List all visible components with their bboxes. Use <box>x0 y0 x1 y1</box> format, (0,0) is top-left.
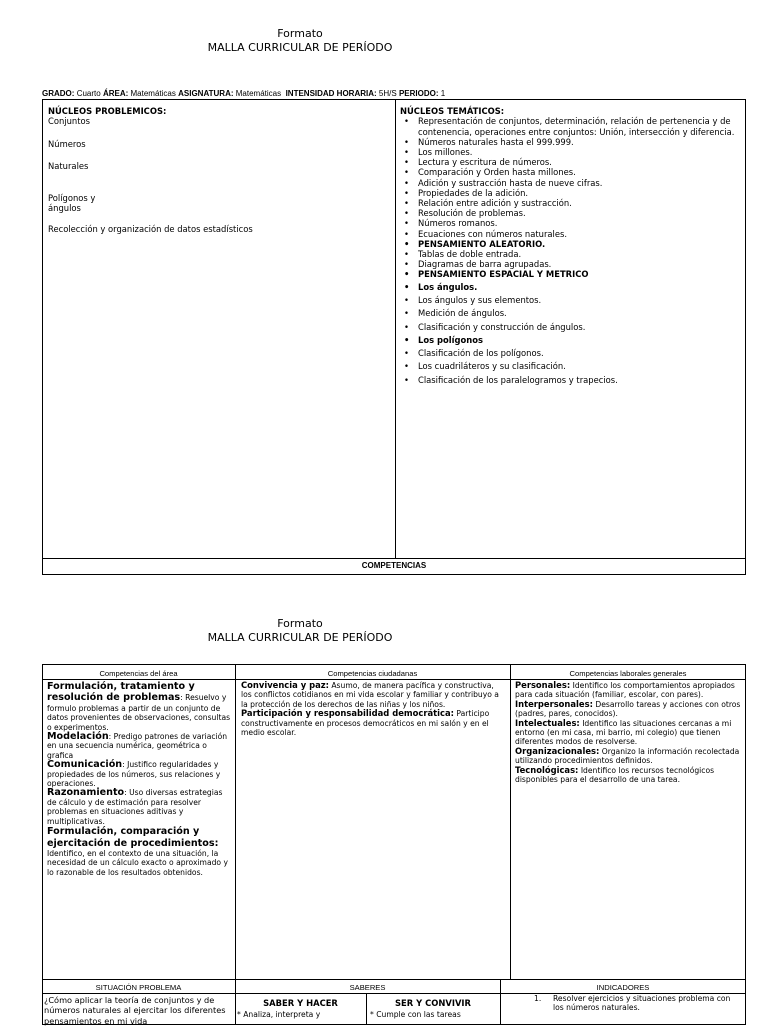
page-title-1: MALLA CURRICULAR DE PERÍODO <box>207 41 393 54</box>
indicador-number: 1. <box>534 994 542 1003</box>
area-heading: Formulación, tratamiento y resolución de problemas <box>47 681 195 704</box>
asignatura-label: ASIGNATURA: <box>178 89 234 98</box>
laborales-heading: Organizacionales: <box>515 745 600 756</box>
ciudadanas-heading: Convivencia y paz: <box>241 680 329 690</box>
tematico-item: • Propiedades de la adición. <box>400 188 742 198</box>
grado-value: Cuarto <box>76 89 101 98</box>
tematico-item: • Los cuadriláteros y su clasificación. <box>400 360 742 373</box>
column-divider <box>395 99 396 559</box>
nucleos-tematicos <box>400 106 742 387</box>
laborales-text: Desarrollo tareas y acciones con otros (padres, pares, conocidos). <box>515 699 741 719</box>
tematico-item: • Lectura y escritura de números. <box>400 157 742 167</box>
grado-label: GRADO: <box>42 89 75 98</box>
periodo-label: PERIODO: <box>398 89 439 98</box>
row-divider <box>42 558 746 559</box>
area-heading: Formulación, comparación y ejercitación de procedimientos: <box>47 826 219 849</box>
tematico-item: • Ecuaciones con números naturales. <box>400 229 742 239</box>
nucleos-problemicos <box>48 106 388 235</box>
poligonos-heading: • Los polígonos <box>400 334 742 347</box>
indicadores-header: INDICADORES <box>596 983 650 992</box>
area-text: : Uso diversas estrategias de cálculo y de estimación para resolver problemas en situaciones aditivas y multiplicativas. <box>47 788 223 826</box>
problemico-item: Naturales <box>48 161 89 172</box>
laborales-heading: Tecnológicas: <box>515 764 579 775</box>
asignatura-value: Matemáticas <box>235 89 282 98</box>
ciudadanas-text: Participo constructivamente en procesos democráticos en mi salón y en el medio escolar. <box>241 709 490 738</box>
saberes-header: SABERES <box>349 983 386 992</box>
laborales-text: Identifico los recursos tecnológicos disponibles para el desarrollo de una tarea. <box>515 765 715 785</box>
laborales-text: Organizo la información recolectada utilizando procedimientos definidos. <box>515 746 740 766</box>
saber-hacer-text: * Analiza, interpreta y <box>237 1010 321 1019</box>
tematico-item: • Tablas de doble entrada. <box>400 249 742 259</box>
competencias-area <box>47 681 231 877</box>
tematico-item: • Números romanos. <box>400 218 742 228</box>
competencias-label: COMPETENCIAS <box>361 561 427 570</box>
area-heading: Razonamiento <box>47 787 125 799</box>
tematico-item: • Adición y sustracción hasta de nueve cifras. <box>400 178 742 188</box>
laborales-heading: Interpersonales: <box>515 698 593 709</box>
tematico-item: • Clasificación de los polígonos. <box>400 347 742 360</box>
problemico-item: Números <box>48 138 86 149</box>
page-title-2: MALLA CURRICULAR DE PERÍODO <box>207 631 393 644</box>
laborales-text: Identifico las situaciones cercanas a mi entorno (en mi casa, mi barrio, mi colegio) que tienen diferentes modos de resolverse. <box>515 718 732 747</box>
ser-convivir-text: * Cumple con las tareas <box>370 1010 461 1019</box>
area-text: : Justifico regularidades y propiedades de los números, sus relaciones y operaciones. <box>47 760 221 789</box>
format-label-1: Formato <box>277 27 323 40</box>
ciudadanas-text: Asumo, de manera pacífica y constructiva, los conflictos cotidianos en mi vida escolar y familiar y contribuyo a la protección de los derechos de las niñas y los niños. <box>241 681 499 709</box>
tematicos-list-b <box>400 281 742 387</box>
laborales-heading: Intelectuales: <box>515 717 580 728</box>
area-value: Matemáticas <box>130 89 176 98</box>
intensidad-label: INTENSIDAD HORARIA: <box>285 89 377 98</box>
tematico-item: • Los millones. <box>400 147 742 157</box>
header-ciudadanas: Competencias ciudadanas <box>327 669 418 678</box>
col-divider-2 <box>510 664 511 980</box>
area-text: Identifico, en el contexto de una situación, la necesidad de un cálculo exacto o aproximado y lo razonable de los resultados obtenidos. <box>47 848 228 877</box>
problemico-item: Recolección y organización de datos estadísticos <box>48 224 253 235</box>
tematico-item: • Representación de conjuntos, determinación, relación de pertenencia y de contenencia, operaciones entre conjuntos: Unión, intersección y diferencia. <box>400 116 742 136</box>
tematico-item: • Números naturales hasta el 999.999. <box>400 137 742 147</box>
angulos-heading: • Los ángulos. <box>400 281 742 294</box>
tematico-item: • Relación entre adición y sustracción. <box>400 198 742 208</box>
tematico-item: • Resolución de problemas. <box>400 208 742 218</box>
grado-line <box>42 89 445 98</box>
header-divider <box>42 679 746 680</box>
header-area: Competencias del área <box>99 669 178 678</box>
area-heading: Comunicación <box>47 759 123 771</box>
espacial-heading: • PENSAMIENTO ESPACIAL Y METRICO <box>400 269 742 279</box>
situacion-text: ¿Cómo aplicar la teoría de conjuntos y de números naturales al ejercitar los diferentes pensamientos en mi vida <box>44 995 226 1026</box>
tematico-item: • Comparación y Orden hasta millones. <box>400 167 742 177</box>
area-text: : Predigo patrones de variación en una secuencia numérica, geométrica o grafica <box>47 732 228 760</box>
format-label-2: Formato <box>277 617 323 630</box>
bottom-section-divider <box>42 979 746 980</box>
tematicos-list-a <box>400 116 742 279</box>
problemico-item: Polígonos y <box>48 192 96 203</box>
nucleos-problemicos-title: NÚCLEOS PROBLEMICOS: <box>48 106 167 116</box>
tematico-item: • Medición de ángulos. <box>400 307 742 320</box>
problemico-item: ángulos <box>48 203 81 214</box>
ser-convivir-title: SER Y CONVIVIR <box>394 998 472 1008</box>
indicador-item: Resolver ejercicios y situaciones problema con los números naturales. <box>553 994 731 1013</box>
area-label: ÁREA: <box>102 89 129 98</box>
problemico-item: Conjuntos <box>48 116 90 127</box>
tematico-item: • Diagramas de barra agrupadas. <box>400 259 742 269</box>
area-heading: Modelación <box>47 731 109 743</box>
header-laborales: Competencias laborales generales <box>569 669 687 678</box>
tematico-item: • Los ángulos y sus elementos. <box>400 294 742 307</box>
competencias-laborales <box>515 681 742 784</box>
aleatorio-heading: • PENSAMIENTO ALEATORIO. <box>400 239 742 249</box>
tematico-item: • Clasificación de los paralelogramos y trapecios. <box>400 374 742 387</box>
tematico-item: • Clasificación y construcción de ángulos. <box>400 321 742 334</box>
nucleos-tematicos-title: NÚCLEOS TEMÁTICOS: <box>400 106 505 116</box>
laborales-text: Identifico los comportamientos apropiados para cada situación (familiar, escolar, con pares). <box>515 681 735 700</box>
col-divider-1 <box>235 664 236 980</box>
area-text: : Resuelvo y formulo problemas a partir de un conjunto de datos provenientes de observaciones, consultas o experimentos. <box>47 693 231 732</box>
saber-hacer-title: SABER Y HACER <box>263 998 338 1008</box>
situacion-header: SITUACIÓN PROBLEMA <box>95 983 182 992</box>
competencias-ciudadanas <box>241 681 505 737</box>
ciudadanas-heading: Participación y responsabilidad democrática: <box>241 708 454 719</box>
periodo-value: 1 <box>440 89 446 98</box>
laborales-heading: Personales: <box>515 680 571 690</box>
intensidad-value: 5H/S <box>378 89 397 98</box>
